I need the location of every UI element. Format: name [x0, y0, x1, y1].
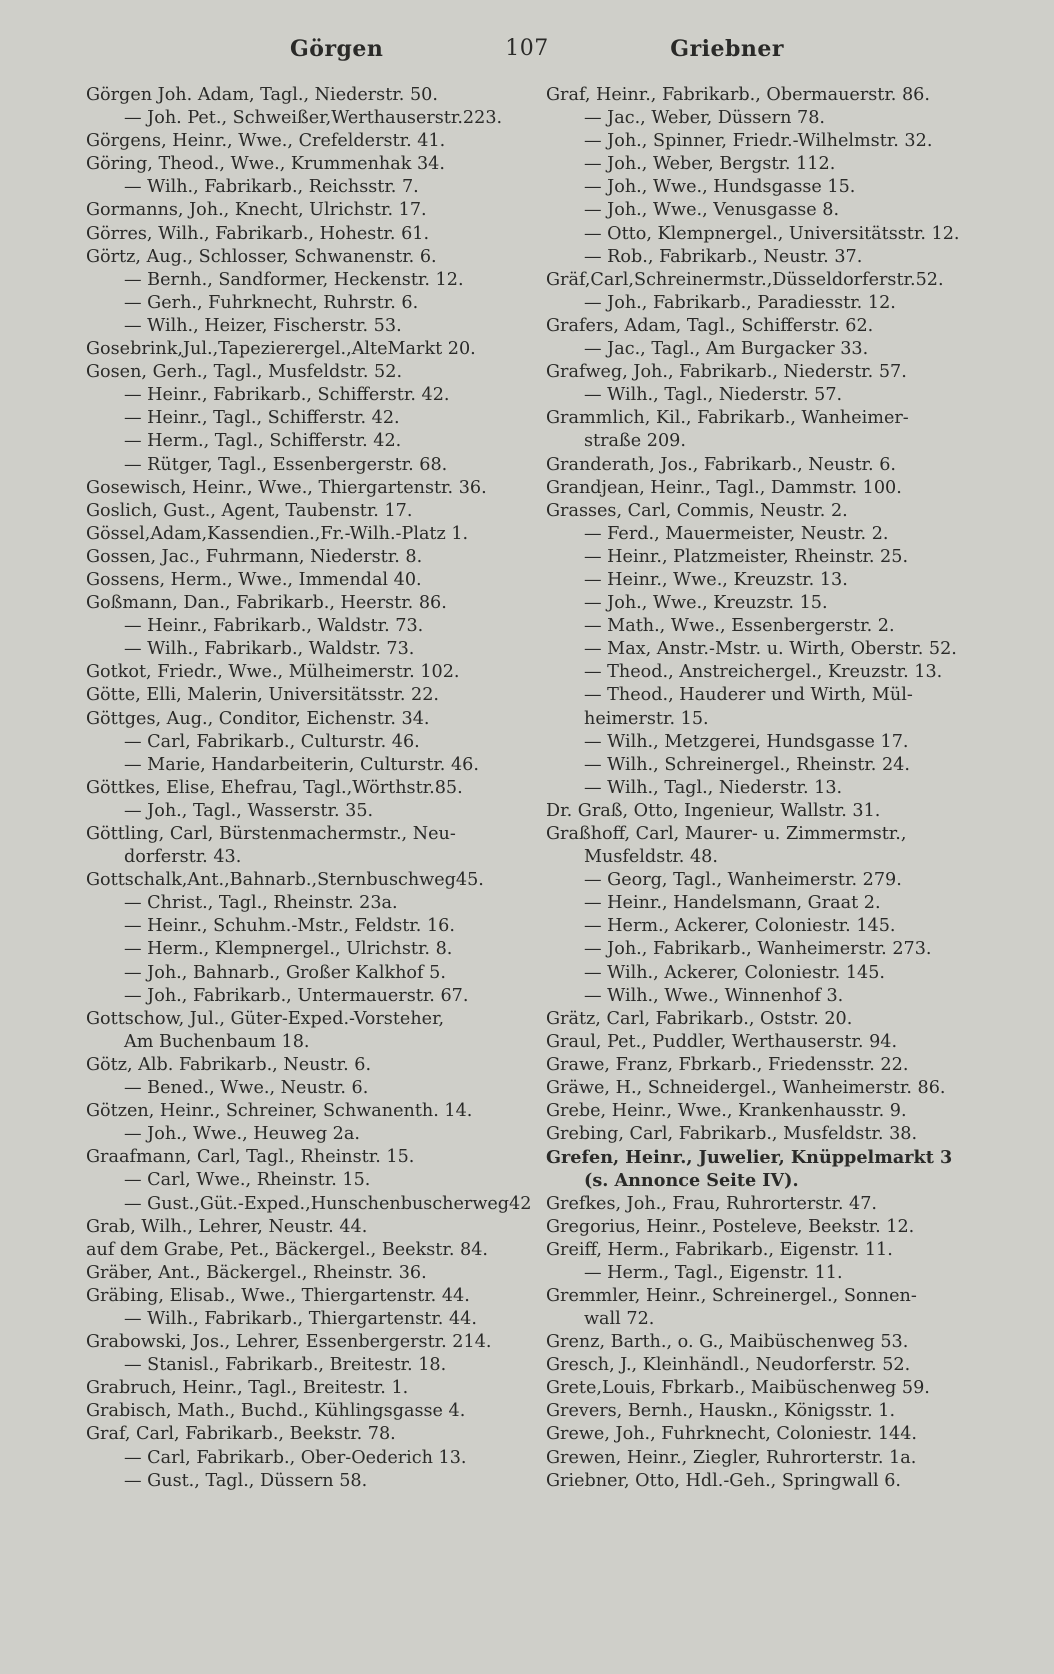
directory-entry: Grewen, Heinr., Ziegler, Ruhrorterstr. 1a.: [546, 1447, 917, 1468]
directory-entry: Gosewisch, Heinr., Wwe., Thiergartenstr. 36.: [86, 477, 487, 498]
directory-entry: — Max, Anstr.-Mstr. u. Wirth, Oberstr. 52.: [584, 639, 957, 660]
directory-entry: Goslich, Gust., Agent, Taubenstr. 17.: [86, 500, 413, 521]
directory-entry: — Ferd., Mauermeister, Neustr. 2.: [584, 523, 889, 544]
directory-entry: Grete,Louis, Fbrkarb., Maibüschenweg 59.: [546, 1378, 930, 1399]
directory-entry: — Rob., Fabrikarb., Neustr. 37.: [584, 246, 863, 267]
directory-entry: — Wilh., Fabrikarb., Reichsstr. 7.: [124, 177, 419, 198]
directory-entry: Göttling, Carl, Bürstenmachermstr., Neu-: [86, 824, 456, 844]
directory-entry: Grenz, Barth., o. G., Maibüschenweg 53.: [546, 1332, 909, 1353]
directory-entry: Gottschalk,Ant.,Bahnarb.,Sternbuschweg45.: [86, 870, 484, 891]
directory-entry: Grewe, Joh., Fuhrknecht, Coloniestr. 144.: [546, 1424, 917, 1445]
directory-entry: Gresch, J., Kleinhändl., Neudorferstr. 52.: [546, 1355, 911, 1376]
directory-entry: — Heinr., Wwe., Kreuzstr. 13.: [584, 569, 848, 590]
directory-entry: Görgens, Heinr., Wwe., Crefelderstr. 41.: [86, 131, 446, 152]
directory-entry: — Jac., Tagl., Am Burgacker 33.: [584, 339, 869, 360]
directory-entry: Grevers, Bernh., Hauskn., Königsstr. 1.: [546, 1401, 896, 1422]
directory-entry: Götte, Elli, Malerin, Universitätsstr. 22.: [86, 685, 439, 706]
directory-entry: Grasses, Carl, Commis, Neustr. 2.: [546, 500, 848, 521]
directory-entry: — Wilh., Tagl., Niederstr. 13.: [584, 777, 843, 798]
directory-entry: — Wilh., Ackerer, Coloniestr. 145.: [584, 962, 886, 983]
directory-entry: — Joh., Wwe., Heuweg 2a.: [124, 1124, 360, 1145]
directory-entry: — Joh., Weber, Bergstr. 112.: [584, 154, 836, 175]
directory-entry: — Math., Wwe., Essenbergerstr. 2.: [584, 616, 895, 637]
directory-entry: — Wilh., Wwe., Winnenhof 3.: [584, 985, 844, 1006]
directory-entry: heimerstr. 15.: [584, 708, 709, 729]
directory-entry: wall 72.: [584, 1308, 655, 1329]
directory-entry: Grebe, Heinr., Wwe., Krankenhausstr. 9.: [546, 1101, 907, 1122]
directory-entry: Gottschow, Jul., Güter-Exped.-Vorsteher,: [86, 1008, 445, 1029]
directory-entry: — Wilh., Tagl., Niederstr. 57.: [584, 385, 843, 406]
directory-entry: Grabowski, Jos., Lehrer, Essenbergerstr. 214.: [86, 1332, 492, 1353]
directory-entry: Am Buchenbaum 18.: [124, 1031, 310, 1052]
directory-entry: — Georg, Tagl., Wanheimerstr. 279.: [584, 870, 902, 891]
directory-entry: Goßmann, Dan., Fabrikarb., Heerstr. 86.: [86, 593, 447, 614]
directory-entry: Greiff, Herm., Fabrikarb., Eigenstr. 11.: [546, 1239, 893, 1260]
directory-entry: Göttges, Aug., Conditor, Eichenstr. 34.: [86, 708, 430, 729]
directory-entry: Gössel,Adam,Kassendien.,Fr.-Wilh.-Platz 1.: [86, 523, 469, 544]
directory-entry: Graßhoff, Carl, Maurer- u. Zimmermstr.,: [546, 824, 907, 844]
directory-entry: — Joh., Fabrikarb., Wanheimerstr. 273.: [584, 939, 932, 960]
directory-entry: Grätz, Carl, Fabrikarb., Oststr. 20.: [546, 1008, 853, 1029]
directory-entry: Gräber, Ant., Bäckergel., Rheinstr. 36.: [86, 1262, 427, 1283]
directory-entry: — Joh., Tagl., Wasserstr. 35.: [124, 800, 374, 821]
directory-entry: dorferstr. 43.: [124, 847, 242, 868]
directory-entry: — Wilh., Schreinergel., Rheinstr. 24.: [584, 754, 910, 775]
directory-entry: Grefen, Heinr., Juwelier, Knüppelmarkt 3: [546, 1147, 953, 1169]
directory-entry: — Christ., Tagl., Rheinstr. 23a.: [124, 893, 398, 914]
directory-entry: — Joh., Fabrikarb., Untermauerstr. 67.: [124, 985, 469, 1006]
directory-entry: Granderath, Jos., Fabrikarb., Neustr. 6.: [546, 454, 896, 475]
directory-entry: Göring, Theod., Wwe., Krummenhak 34.: [86, 154, 445, 175]
directory-entry: Gregorius, Heinr., Posteleve, Beekstr. 12.: [546, 1216, 915, 1237]
directory-entry: Gossens, Herm., Wwe., Immendal 40.: [86, 569, 422, 590]
directory-entry: Graf, Carl, Fabrikarb., Beekstr. 78.: [86, 1424, 396, 1445]
directory-entry: — Herm., Ackerer, Coloniestr. 145.: [584, 916, 896, 937]
directory-entry: Graul, Pet., Puddler, Werthauserstr. 94.: [546, 1031, 898, 1052]
directory-entry: Gotkot, Friedr., Wwe., Mülheimerstr. 102.: [86, 662, 460, 683]
directory-entry: — Heinr., Fabrikarb., Waldstr. 73.: [124, 616, 424, 637]
directory-entry: Gormanns, Joh., Knecht, Ulrichstr. 17.: [86, 200, 427, 221]
directory-entry: Göttkes, Elise, Ehefrau, Tagl.,Wörthstr.85.: [86, 777, 463, 798]
directory-entry: — Wilh., Fabrikarb., Waldstr. 73.: [124, 639, 415, 660]
directory-entry: Gossen, Jac., Fuhrmann, Niederstr. 8.: [86, 546, 423, 567]
directory-entry: — Stanisl., Fabrikarb., Breitestr. 18.: [124, 1355, 447, 1376]
directory-entry: — Joh., Bahnarb., Großer Kalkhof 5.: [124, 962, 446, 983]
directory-entry: Grafers, Adam, Tagl., Schifferstr. 62.: [546, 315, 874, 336]
directory-entry: — Heinr., Schuhm.-Mstr., Feldstr. 16.: [124, 916, 455, 937]
directory-entry: Grafweg, Joh., Fabrikarb., Niederstr. 57.: [546, 362, 907, 383]
directory-entry: — Joh., Fabrikarb., Paradiesstr. 12.: [584, 292, 896, 313]
directory-entry: Griebner, Otto, Hdl.-Geh., Springwall 6.: [546, 1470, 901, 1491]
directory-entry: Graafmann, Carl, Tagl., Rheinstr. 15.: [86, 1147, 415, 1168]
directory-entry: — Herm., Tagl., Schifferstr. 42.: [124, 431, 402, 452]
directory-entry: — Herm., Tagl., Eigenstr. 11.: [584, 1262, 843, 1283]
directory-entry: Gosen, Gerh., Tagl., Musfeldstr. 52.: [86, 362, 403, 383]
directory-entry: — Wilh., Fabrikarb., Thiergartenstr. 44.: [124, 1308, 477, 1329]
directory-entry: Görtz, Aug., Schlosser, Schwanenstr. 6.: [86, 246, 437, 267]
directory-entry: — Heinr., Tagl., Schifferstr. 42.: [124, 408, 400, 429]
directory-entry: Grabisch, Math., Buchd., Kühlingsgasse 4.: [86, 1401, 466, 1422]
directory-entry: — Joh., Wwe., Kreuzstr. 15.: [584, 593, 828, 614]
directory-entry: — Gerh., Fuhrknecht, Ruhrstr. 6.: [124, 292, 419, 313]
directory-entry: — Carl, Fabrikarb., Ober-Oederich 13.: [124, 1447, 467, 1468]
directory-entry: Götzen, Heinr., Schreiner, Schwanenth. 14.: [86, 1101, 473, 1122]
directory-entry: Grawe, Franz, Fbrkarb., Friedensstr. 22.: [546, 1054, 909, 1075]
directory-entry: Gosebrink,Jul.,Tapezierergel.,AlteMarkt 20.: [86, 339, 476, 360]
header-right-keyword: Griebner: [670, 36, 784, 62]
directory-entry: — Heinr., Fabrikarb., Schifferstr. 42.: [124, 385, 450, 406]
left-column: [86, 84, 546, 1493]
directory-entry: Götz, Alb. Fabrikarb., Neustr. 6.: [86, 1054, 372, 1075]
directory-entry: Grab, Wilh., Lehrer, Neustr. 44.: [86, 1216, 368, 1237]
directory-entry: Grebing, Carl, Fabrikarb., Musfeldstr. 38.: [546, 1124, 918, 1145]
directory-entry: — Theod., Anstreichergel., Kreuzstr. 13.: [584, 662, 943, 683]
directory-entry: Gräf,Carl,Schreinermstr.,Düsseldorferstr.52.: [546, 269, 944, 290]
directory-entry: — Rütger, Tagl., Essenbergerstr. 68.: [124, 454, 448, 475]
directory-entry: — Bernh., Sandformer, Heckenstr. 12.: [124, 269, 464, 290]
directory-entry: — Bened., Wwe., Neustr. 6.: [124, 1078, 369, 1099]
directory-entry: auf dem Grabe, Pet., Bäckergel., Beekstr. 84.: [86, 1239, 488, 1260]
directory-entry: — Joh. Pet., Schweißer,Werthauserstr.223.: [124, 108, 503, 129]
directory-entry: (s. Annonce Seite IV).: [584, 1170, 799, 1192]
directory-entry: — Theod., Hauderer und Wirth, Mül-: [584, 685, 913, 706]
directory-entry: — Carl, Fabrikarb., Culturstr. 46.: [124, 731, 420, 752]
directory-entry: — Joh., Spinner, Friedr.-Wilhelmstr. 32.: [584, 131, 933, 152]
directory-entry: Grefkes, Joh., Frau, Ruhrorterstr. 47.: [546, 1193, 878, 1214]
directory-entry: Grabruch, Heinr., Tagl., Breitestr. 1.: [86, 1378, 409, 1399]
directory-entry: — Wilh., Metzgerei, Hundsgasse 17.: [584, 731, 909, 752]
directory-entry: Gremmler, Heinr., Schreinergel., Sonnen-: [546, 1285, 917, 1306]
directory-entry: — Herm., Klempnergel., Ulrichstr. 8.: [124, 939, 453, 960]
directory-entry: Grandjean, Heinr., Tagl., Dammstr. 100.: [546, 477, 902, 498]
page-number: 107: [505, 36, 549, 61]
directory-entry: Grammlich, Kil., Fabrikarb., Wanheimer-: [546, 408, 909, 429]
directory-entry: Gräbing, Elisab., Wwe., Thiergartenstr. 44.: [86, 1285, 470, 1306]
directory-entry: Graf, Heinr., Fabrikarb., Obermauerstr. 86.: [546, 85, 930, 105]
right-column: [546, 84, 996, 1493]
directory-entry: — Otto, Klempnergel., Universitätsstr. 12.: [584, 223, 960, 244]
directory-entry: — Carl, Wwe., Rheinstr. 15.: [124, 1170, 371, 1191]
directory-entry: Gräwe, H., Schneidergel., Wanheimerstr. 86.: [546, 1078, 946, 1099]
directory-entry: — Heinr., Platzmeister, Rheinstr. 25.: [584, 546, 909, 567]
directory-entry: — Joh., Wwe., Hundsgasse 15.: [584, 177, 856, 198]
directory-entry: Dr. Graß, Otto, Ingenieur, Wallstr. 31.: [546, 800, 881, 821]
directory-entry: — Wilh., Heizer, Fischerstr. 53.: [124, 315, 402, 336]
directory-entry: — Joh., Wwe., Venusgasse 8.: [584, 200, 840, 221]
directory-entry: — Jac., Weber, Düssern 78.: [584, 108, 825, 129]
directory-entry: straße 209.: [584, 431, 686, 452]
directory-entry: — Gust.,Güt.-Exped.,Hunschenbuscherweg42: [124, 1193, 532, 1214]
directory-entry: Görres, Wilh., Fabrikarb., Hohestr. 61.: [86, 223, 430, 244]
directory-entry: — Marie, Handarbeiterin, Culturstr. 46.: [124, 754, 479, 775]
directory-entry: Musfeldstr. 48.: [584, 847, 718, 868]
directory-entry: Görgen Joh. Adam, Tagl., Niederstr. 50.: [86, 85, 438, 105]
header-left-keyword: Görgen: [290, 36, 384, 62]
directory-entry: — Gust., Tagl., Düssern 58.: [124, 1470, 368, 1491]
directory-entry: — Heinr., Handelsmann, Graat 2.: [584, 893, 881, 914]
